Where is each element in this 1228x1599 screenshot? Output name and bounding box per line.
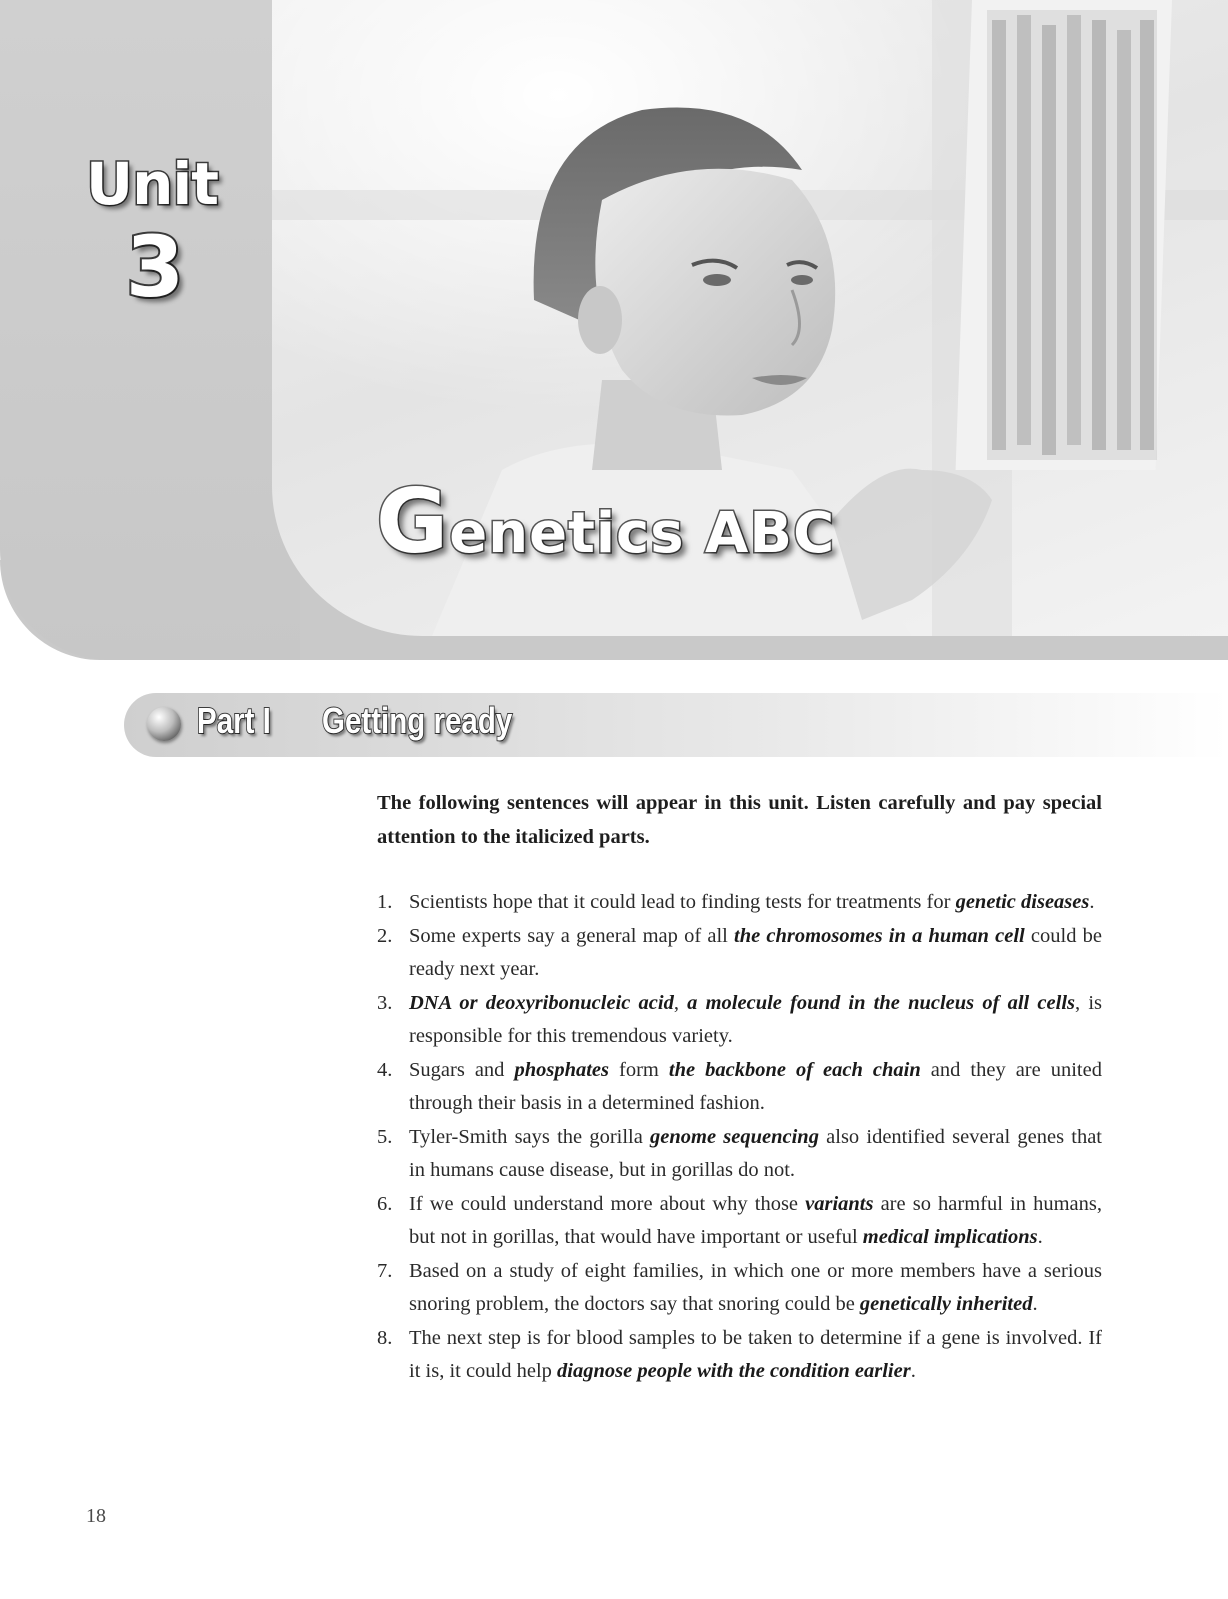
sentence-text: , bbox=[673, 991, 688, 1014]
italic-phrase: variants bbox=[805, 1192, 874, 1215]
italic-phrase: genetically inherited bbox=[859, 1293, 1033, 1315]
sentence-number: 1. bbox=[377, 891, 393, 913]
sentence-text: are so harmful in humans, but not in gorillas, that would have important or useful bbox=[409, 1192, 1102, 1248]
part-name: Getting ready bbox=[322, 700, 513, 741]
unit-label: Unit bbox=[86, 150, 218, 218]
sentence-text: . bbox=[1032, 1293, 1038, 1315]
sentence-item bbox=[377, 1255, 1102, 1322]
sentence-number: 6. bbox=[377, 1192, 393, 1215]
sentence-number: 8. bbox=[377, 1326, 393, 1349]
sentence-text: also identified several genes that in humans cause disease, but in gorillas do not. bbox=[409, 1125, 1102, 1181]
italic-phrase: medical implications bbox=[862, 1226, 1038, 1248]
sentence-text: . bbox=[910, 1360, 916, 1382]
sentence-number: 7. bbox=[377, 1259, 393, 1282]
sentence-number: 2. bbox=[377, 924, 393, 947]
italic-phrase: the backbone of each chain bbox=[668, 1058, 921, 1081]
sentence-item bbox=[377, 886, 1102, 920]
sentence-text: Some experts say a general map of all bbox=[409, 924, 735, 947]
sentence-text: , is responsible for this tremendous variety. bbox=[409, 991, 1102, 1047]
sentence-text: form bbox=[609, 1058, 669, 1081]
italic-phrase: DNA or deoxyribonucleic acid bbox=[409, 991, 674, 1014]
instructions: The following sentences will appear in this unit. Listen carefully and pay special attention to the italicized parts. bbox=[377, 792, 1102, 848]
part-heading-bar bbox=[124, 693, 1228, 757]
unit-number: 3 bbox=[125, 218, 185, 316]
italic-phrase: genome sequencing bbox=[650, 1125, 819, 1148]
sentence-item bbox=[377, 1322, 1102, 1389]
sphere-bullet-icon bbox=[147, 707, 181, 741]
italic-phrase: diagnose people with the condition earlier bbox=[557, 1360, 911, 1382]
sentence-item bbox=[377, 1121, 1102, 1188]
italic-phrase: genetic diseases bbox=[955, 891, 1090, 913]
sentence-item bbox=[377, 1188, 1102, 1255]
sentence-text: Tyler-Smith says the gorilla bbox=[409, 1125, 651, 1148]
part-label: Part I bbox=[197, 700, 271, 741]
sentence-text: and they are united through their basis in a determined fashion. bbox=[409, 1058, 1102, 1114]
sentence-number: 4. bbox=[377, 1058, 393, 1081]
sentence-list bbox=[377, 886, 1102, 1389]
sentence-text: Sugars and bbox=[409, 1058, 515, 1081]
sentence-number: 3. bbox=[377, 991, 393, 1014]
unit-title-initial: G bbox=[376, 470, 450, 573]
sentence-number: 5. bbox=[377, 1125, 393, 1148]
sentence-text: The next step is for blood samples to be taken to determine if a gene is involved. If it is, it could help bbox=[409, 1326, 1102, 1382]
italic-phrase: phosphates bbox=[514, 1058, 609, 1081]
unit-title-rest: enetics ABC bbox=[449, 501, 836, 566]
italic-phrase: the chromosomes in a human cell bbox=[734, 924, 1025, 947]
sentence-text: could be ready next year. bbox=[409, 924, 1102, 980]
sentence-item bbox=[377, 1054, 1102, 1121]
unit-title bbox=[376, 470, 836, 573]
italic-phrase: a molecule found in the nucleus of all cells bbox=[687, 991, 1075, 1014]
sentence-text: . bbox=[1089, 891, 1095, 913]
sentence-item bbox=[377, 920, 1102, 987]
sentence-text: If we could understand more about why those bbox=[409, 1192, 806, 1215]
sentence-item bbox=[377, 987, 1102, 1054]
sentence-text: . bbox=[1037, 1226, 1043, 1248]
sentence-text: Scientists hope that it could lead to finding tests for treatments for bbox=[409, 891, 956, 913]
banner-side-panel bbox=[0, 0, 300, 660]
page-number: 18 bbox=[86, 1505, 106, 1527]
sentence-text: Based on a study of eight families, in which one or more members have a serious snoring problem, the doctors say that snoring could be bbox=[409, 1259, 1102, 1315]
